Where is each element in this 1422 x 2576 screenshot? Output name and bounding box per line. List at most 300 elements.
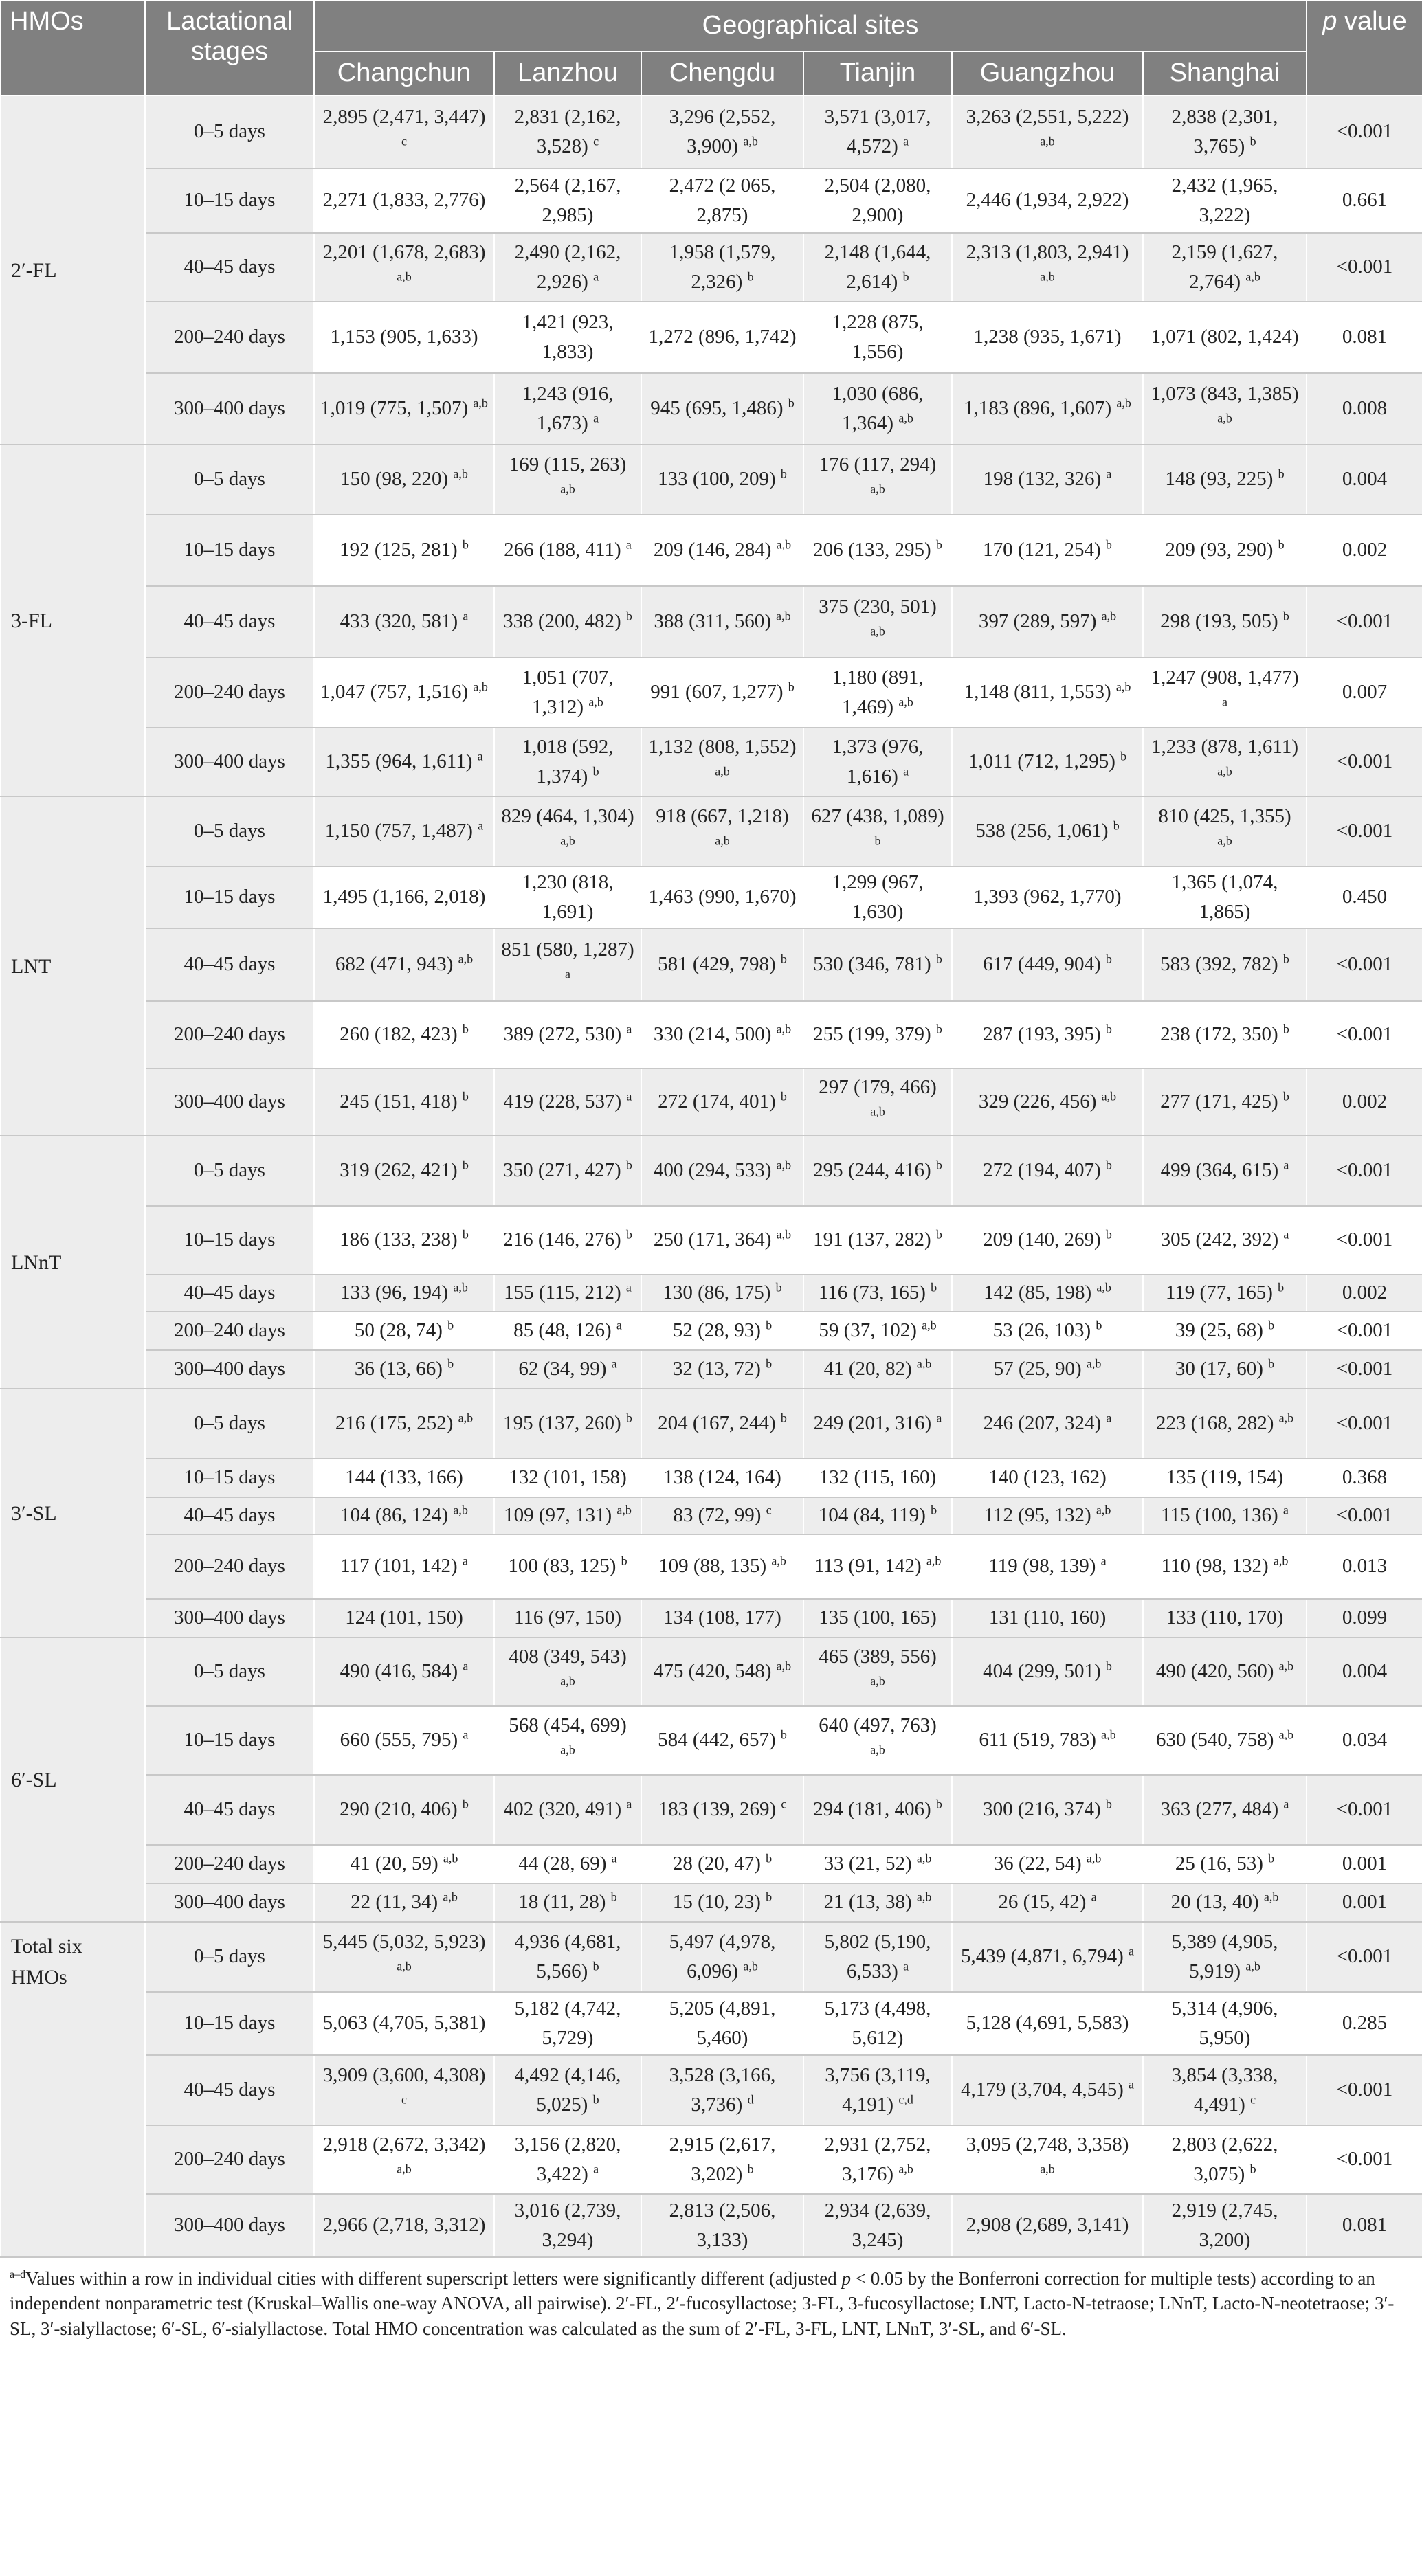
median-iqr: 851 (580, 1,287)	[501, 938, 634, 961]
value-cell	[803, 373, 952, 445]
lactational-stage: 300–400 days	[145, 1068, 314, 1136]
significance-letters: b	[1105, 952, 1112, 966]
median-iqr: 630 (540, 758)	[1155, 1729, 1274, 1751]
median-iqr: 2,201 (1,678, 2,683)	[322, 240, 486, 263]
median-iqr: 2,472 (2 065, 2,875)	[669, 174, 776, 226]
table-row	[1, 302, 1422, 373]
lactational-stage: 200–240 days	[145, 1845, 314, 1883]
p-value-cell: <0.001	[1307, 1775, 1422, 1845]
median-iqr: 499 (364, 615)	[1160, 1159, 1279, 1182]
value-cell	[494, 1534, 641, 1599]
median-iqr: 18 (11, 28)	[518, 1891, 606, 1914]
lactational-stage: 200–240 days	[145, 302, 314, 373]
table-row	[1, 1706, 1422, 1775]
value-cell	[494, 302, 641, 373]
value-cell	[314, 1275, 494, 1312]
p-value-cell: <0.001	[1307, 1206, 1422, 1275]
value-cell	[952, 1922, 1143, 1992]
value-cell	[314, 96, 494, 168]
significance-letters: b	[1278, 1280, 1285, 1295]
value-cell	[952, 168, 1143, 233]
median-iqr: 3,756 (3,119, 4,191)	[825, 2063, 931, 2116]
median-iqr: 1,365 (1,074, 1,865)	[1171, 871, 1278, 923]
significance-letters: a,b	[1040, 269, 1055, 284]
value-cell	[494, 728, 641, 796]
significance-letters: b	[1249, 2162, 1256, 2176]
value-cell	[314, 1599, 494, 1637]
value-cell	[314, 373, 494, 445]
value-cell	[314, 866, 494, 928]
lactational-stage: 40–45 days	[145, 1275, 314, 1312]
value-cell	[1143, 1350, 1307, 1389]
value-cell	[803, 796, 952, 866]
table-row	[1, 1136, 1422, 1206]
median-iqr: 2,931 (2,752, 3,176)	[824, 2133, 931, 2185]
median-iqr: 408 (349, 543)	[509, 1645, 627, 1668]
value-cell	[952, 96, 1143, 168]
value-cell	[1143, 1534, 1307, 1599]
p-value-cell: <0.001	[1307, 796, 1422, 866]
value-cell	[1143, 233, 1307, 302]
value-cell	[952, 1845, 1143, 1883]
significance-letters: a,b	[397, 1959, 412, 1973]
significance-letters: b	[780, 1089, 787, 1104]
significance-letters: b	[447, 1356, 454, 1371]
significance-letters: a,b	[560, 833, 575, 848]
value-cell	[314, 302, 494, 373]
p-value-cell: 0.004	[1307, 445, 1422, 515]
p-value-cell: 0.285	[1307, 1992, 1422, 2055]
lactational-stage: 200–240 days	[145, 2125, 314, 2194]
hmo-label: 6′-SL	[1, 1637, 145, 1922]
p-value-cell: 0.013	[1307, 1534, 1422, 1599]
significance-letters: a,b	[1101, 1727, 1116, 1742]
value-cell	[314, 1706, 494, 1775]
value-cell	[494, 928, 641, 1001]
significance-letters: b	[1282, 1022, 1289, 1036]
significance-letters: b	[935, 1022, 942, 1036]
value-cell	[494, 1637, 641, 1706]
p-value-cell: <0.001	[1307, 1312, 1422, 1350]
p-value-cell: <0.001	[1307, 928, 1422, 1001]
significance-letters: b	[1278, 467, 1285, 481]
value-cell	[803, 1350, 952, 1389]
significance-letters: a,b	[458, 1411, 474, 1425]
significance-letters: b	[592, 764, 599, 779]
table-row	[1, 796, 1422, 866]
median-iqr: 21 (13, 38)	[823, 1891, 912, 1914]
value-cell	[803, 2194, 952, 2257]
significance-letters: b	[610, 1890, 617, 1904]
value-cell	[803, 1001, 952, 1068]
footnote-superscript: a–d	[10, 2269, 26, 2281]
header-city: Tianjin	[803, 52, 952, 96]
table-row	[1, 928, 1422, 1001]
median-iqr: 245 (151, 418)	[340, 1090, 458, 1113]
significance-letters: a,b	[1245, 269, 1260, 284]
median-iqr: 113 (91, 142)	[814, 1555, 922, 1578]
value-cell	[314, 1497, 494, 1534]
p-value-cell: 0.034	[1307, 1706, 1422, 1775]
significance-letters: a,b	[870, 1104, 885, 1119]
median-iqr: 170 (121, 254)	[983, 539, 1101, 561]
p-value-cell: 0.081	[1307, 302, 1422, 373]
value-cell	[494, 1068, 641, 1136]
median-iqr: 1,243 (916, 1,673)	[522, 382, 614, 434]
significance-letters: b	[447, 1318, 454, 1332]
value-cell	[1143, 728, 1307, 796]
significance-letters: c	[781, 1797, 787, 1811]
table-row	[1, 96, 1422, 168]
value-cell	[494, 1883, 641, 1922]
footnote-text-1: Values within a row in individual cities with different superscript letters were significantly different (adjusted	[25, 2268, 842, 2289]
median-iqr: 206 (133, 295)	[813, 539, 931, 561]
median-iqr: 249 (201, 316)	[813, 1412, 932, 1435]
significance-letters: a,b	[453, 1503, 468, 1517]
median-iqr: 266 (188, 411)	[504, 539, 621, 561]
value-cell	[494, 658, 641, 728]
header-city: Lanzhou	[494, 52, 641, 96]
significance-letters: a	[626, 1022, 632, 1036]
p-value-cell: 0.002	[1307, 1275, 1422, 1312]
significance-letters: a,b	[776, 1158, 792, 1172]
median-iqr: 2,432 (1,965, 3,222)	[1171, 174, 1278, 226]
median-iqr: 115 (100, 136)	[1161, 1504, 1278, 1527]
significance-letters: a,b	[776, 537, 792, 552]
median-iqr: 475 (420, 548)	[653, 1660, 772, 1683]
value-cell	[952, 1992, 1143, 2055]
value-cell	[314, 728, 494, 796]
significance-letters: a	[903, 134, 909, 148]
value-cell	[494, 1206, 641, 1275]
value-cell	[803, 1459, 952, 1497]
value-cell	[494, 1275, 641, 1312]
significance-letters: c	[766, 1503, 772, 1517]
value-cell	[1143, 515, 1307, 586]
significance-letters: a	[1283, 1227, 1289, 1242]
median-iqr: 2,934 (2,639, 3,245)	[824, 2199, 931, 2251]
table-row	[1, 1775, 1422, 1845]
significance-letters: a,b	[616, 1503, 632, 1517]
significance-letters: b	[1249, 134, 1256, 148]
significance-letters: a	[1106, 1411, 1112, 1425]
value-cell	[803, 1637, 952, 1706]
value-cell	[641, 1706, 803, 1775]
significance-letters: b	[1105, 537, 1112, 552]
value-cell	[952, 1706, 1143, 1775]
significance-letters: a	[565, 967, 570, 981]
median-iqr: 338 (200, 482)	[503, 610, 621, 633]
median-iqr: 1,233 (878, 1,611)	[1151, 735, 1298, 758]
median-iqr: 810 (425, 1,355)	[1158, 805, 1291, 827]
table-row	[1, 515, 1422, 586]
median-iqr: 109 (88, 135)	[658, 1555, 767, 1578]
median-iqr: 945 (695, 1,486)	[650, 397, 784, 420]
significance-letters: a,b	[715, 833, 730, 848]
median-iqr: 135 (119, 154)	[1166, 1466, 1284, 1489]
table-row	[1, 1637, 1422, 1706]
significance-letters: a,b	[870, 482, 885, 496]
value-cell	[803, 2055, 952, 2125]
lactational-stage: 0–5 days	[145, 796, 314, 866]
median-iqr: 116 (97, 150)	[514, 1606, 621, 1629]
significance-letters: b	[1120, 749, 1127, 763]
significance-letters: b	[1278, 537, 1285, 552]
value-cell	[494, 1599, 641, 1637]
value-cell	[1143, 1389, 1307, 1459]
table-row	[1, 1883, 1422, 1922]
median-iqr: 1,030 (686, 1,364)	[832, 382, 924, 434]
median-iqr: 33 (21, 52)	[823, 1852, 912, 1875]
value-cell	[952, 586, 1143, 658]
significance-letters: a,b	[1096, 1280, 1111, 1295]
significance-letters: a,b	[1040, 134, 1055, 148]
median-iqr: 204 (167, 244)	[658, 1412, 776, 1435]
median-iqr: 59 (37, 102)	[819, 1319, 917, 1342]
median-iqr: 3,296 (2,552, 3,900)	[669, 105, 776, 157]
table-row	[1, 1599, 1422, 1637]
value-cell	[641, 302, 803, 373]
median-iqr: 28 (20, 47)	[672, 1852, 761, 1875]
p-value-cell: <0.001	[1307, 2125, 1422, 2194]
significance-letters: b	[592, 1959, 599, 1973]
table-row	[1, 2055, 1422, 2125]
value-cell	[803, 1275, 952, 1312]
value-cell	[803, 1845, 952, 1883]
median-iqr: 57 (25, 90)	[993, 1358, 1082, 1380]
lactational-stage: 200–240 days	[145, 1312, 314, 1350]
value-cell	[494, 1992, 641, 2055]
value-cell	[952, 1389, 1143, 1459]
value-cell	[1143, 2055, 1307, 2125]
median-iqr: 1,018 (592, 1,374)	[522, 735, 614, 787]
significance-letters: a,b	[397, 2162, 412, 2176]
median-iqr: 41 (20, 82)	[823, 1358, 912, 1380]
median-iqr: 52 (28, 93)	[672, 1319, 761, 1342]
lactational-stage: 10–15 days	[145, 168, 314, 233]
value-cell	[803, 1992, 952, 2055]
significance-letters: b	[931, 1280, 937, 1295]
table-row	[1, 1922, 1422, 1992]
median-iqr: 144 (133, 166)	[345, 1466, 463, 1489]
significance-letters: a,b	[776, 1659, 792, 1673]
significance-letters: b	[462, 1022, 469, 1036]
median-iqr: 3,571 (3,017, 4,572)	[824, 105, 931, 157]
significance-letters: b	[766, 1851, 773, 1866]
median-iqr: 581 (429, 798)	[658, 953, 776, 976]
significance-letters: a,b	[776, 1022, 792, 1036]
median-iqr: 1,238 (935, 1,671)	[973, 326, 1122, 348]
median-iqr: 1,421 (923, 1,833)	[522, 311, 614, 363]
value-cell	[1143, 1497, 1307, 1534]
value-cell	[314, 1068, 494, 1136]
lactational-stage: 40–45 days	[145, 928, 314, 1001]
hmo-label: 3′-SL	[1, 1389, 145, 1637]
median-iqr: 176 (117, 294)	[819, 453, 937, 475]
value-cell	[494, 1706, 641, 1775]
value-cell	[494, 168, 641, 233]
value-cell	[952, 1136, 1143, 1206]
value-cell	[952, 796, 1143, 866]
value-cell	[494, 233, 641, 302]
value-cell	[1143, 1706, 1307, 1775]
median-iqr: 2,831 (2,162, 3,528)	[514, 105, 621, 157]
value-cell	[803, 1534, 952, 1599]
value-cell	[314, 1992, 494, 2055]
significance-letters: a,b	[473, 680, 488, 694]
median-iqr: 216 (175, 252)	[335, 1412, 454, 1435]
median-iqr: 100 (83, 125)	[508, 1555, 616, 1578]
value-cell	[803, 96, 952, 168]
median-iqr: 402 (320, 491)	[503, 1798, 622, 1821]
p-value-cell: <0.001	[1307, 2055, 1422, 2125]
significance-letters: a,b	[1217, 833, 1232, 848]
significance-letters: b	[625, 1227, 632, 1242]
p-value-cell: 0.007	[1307, 658, 1422, 728]
median-iqr: 119 (77, 165)	[1165, 1281, 1273, 1304]
value-cell	[803, 1599, 952, 1637]
median-iqr: 25 (16, 53)	[1175, 1852, 1263, 1875]
significance-letters: a	[626, 1089, 632, 1104]
lactational-stage: 10–15 days	[145, 515, 314, 586]
significance-letters: b	[747, 269, 754, 284]
median-iqr: 1,047 (757, 1,516)	[320, 681, 469, 704]
median-iqr: 22 (11, 34)	[351, 1891, 438, 1914]
median-iqr: 1,011 (712, 1,295)	[968, 750, 1115, 773]
median-iqr: 363 (277, 484)	[1160, 1798, 1279, 1821]
value-cell	[952, 2194, 1143, 2257]
median-iqr: 329 (226, 456)	[978, 1090, 1097, 1113]
value-cell	[641, 658, 803, 728]
value-cell	[1143, 445, 1307, 515]
lactational-stage: 300–400 days	[145, 373, 314, 445]
significance-letters: b	[902, 269, 909, 284]
median-iqr: 26 (15, 42)	[998, 1891, 1087, 1914]
value-cell	[494, 1775, 641, 1845]
value-cell	[952, 515, 1143, 586]
median-iqr: 250 (171, 364)	[653, 1229, 772, 1251]
value-cell	[803, 1136, 952, 1206]
p-value-cell: <0.001	[1307, 96, 1422, 168]
value-cell	[314, 586, 494, 658]
median-iqr: 138 (124, 164)	[663, 1466, 781, 1489]
value-cell	[494, 2125, 641, 2194]
value-cell	[641, 2125, 803, 2194]
significance-letters: a	[463, 1659, 469, 1673]
median-iqr: 2,504 (2,080, 2,900)	[824, 174, 931, 226]
significance-letters: a,b	[560, 482, 575, 496]
table-row	[1, 1206, 1422, 1275]
median-iqr: 2,313 (1,803, 2,941)	[966, 240, 1129, 263]
median-iqr: 169 (115, 263)	[509, 453, 627, 475]
value-cell	[952, 866, 1143, 928]
median-iqr: 131 (110, 160)	[988, 1606, 1107, 1629]
value-cell	[1143, 928, 1307, 1001]
significance-letters: b	[766, 1356, 773, 1371]
median-iqr: 5,182 (4,742, 5,729)	[514, 1997, 621, 2049]
value-cell	[641, 168, 803, 233]
median-iqr: 238 (172, 350)	[1160, 1023, 1278, 1046]
median-iqr: 20 (13, 40)	[1170, 1891, 1259, 1914]
median-iqr: 133 (96, 194)	[340, 1281, 449, 1304]
median-iqr: 116 (73, 165)	[818, 1281, 926, 1304]
table-row	[1, 1350, 1422, 1389]
value-cell	[494, 2055, 641, 2125]
value-cell	[494, 866, 641, 928]
p-value-cell: <0.001	[1307, 1136, 1422, 1206]
median-iqr: 62 (34, 99)	[518, 1358, 607, 1380]
value-cell	[803, 1883, 952, 1922]
significance-letters: a,b	[453, 1280, 468, 1295]
significance-letters: a,b	[926, 1554, 942, 1568]
median-iqr: 148 (93, 225)	[1165, 468, 1274, 491]
median-iqr: 295 (244, 416)	[813, 1159, 931, 1182]
significance-letters: a,b	[898, 2162, 913, 2176]
lactational-stage: 10–15 days	[145, 1206, 314, 1275]
significance-letters: b	[1105, 1227, 1112, 1242]
table-footnote	[0, 2258, 1422, 2341]
p-value-cell: 0.002	[1307, 515, 1422, 586]
header-city: Chengdu	[641, 52, 803, 96]
median-iqr: 209 (146, 284)	[653, 539, 772, 561]
median-iqr: 5,128 (4,691, 5,583)	[966, 2012, 1129, 2035]
significance-letters: b	[1113, 818, 1120, 833]
significance-letters: b	[625, 1158, 632, 1172]
p-value-cell: <0.001	[1307, 233, 1422, 302]
median-iqr: 1,180 (891, 1,469)	[832, 666, 924, 718]
significance-letters: a	[1222, 695, 1227, 709]
table-row	[1, 1992, 1422, 2055]
median-iqr: 389 (272, 530)	[503, 1023, 622, 1046]
significance-letters: a,b	[870, 1743, 885, 1757]
median-iqr: 104 (86, 124)	[340, 1504, 449, 1527]
value-cell	[1143, 2125, 1307, 2194]
significance-letters: a,b	[916, 1851, 932, 1866]
median-iqr: 1,153 (905, 1,633)	[330, 326, 478, 348]
median-iqr: 246 (207, 324)	[983, 1412, 1102, 1435]
value-cell	[314, 2194, 494, 2257]
median-iqr: 83 (72, 99)	[673, 1504, 762, 1527]
median-iqr: 2,895 (2,471, 3,447)	[322, 105, 486, 128]
p-value-cell: 0.004	[1307, 1637, 1422, 1706]
value-cell	[641, 445, 803, 515]
value-cell	[1143, 1312, 1307, 1350]
lactational-stage: 300–400 days	[145, 1599, 314, 1637]
value-cell	[314, 1637, 494, 1706]
median-iqr: 2,446 (1,934, 2,922)	[966, 189, 1129, 212]
value-cell	[641, 1599, 803, 1637]
value-cell	[1143, 373, 1307, 445]
significance-letters: b	[874, 833, 881, 848]
table-row	[1, 586, 1422, 658]
value-cell	[952, 1775, 1143, 1845]
lactational-stage: 40–45 days	[145, 233, 314, 302]
value-cell	[1143, 1599, 1307, 1637]
value-cell	[1143, 1068, 1307, 1136]
value-cell	[314, 168, 494, 233]
value-cell	[494, 1136, 641, 1206]
median-iqr: 209 (93, 290)	[1165, 539, 1274, 561]
median-iqr: 112 (95, 132)	[984, 1504, 1091, 1527]
significance-letters: b	[780, 467, 787, 481]
median-iqr: 223 (168, 282)	[1155, 1412, 1274, 1435]
value-cell	[314, 2125, 494, 2194]
median-iqr: 3,095 (2,748, 3,358)	[966, 2133, 1129, 2155]
value-cell	[641, 1389, 803, 1459]
median-iqr: 1,958 (1,579, 2,326)	[669, 240, 776, 293]
median-iqr: 4,936 (4,681, 5,566)	[514, 1930, 621, 1982]
median-iqr: 192 (125, 281)	[340, 539, 458, 561]
